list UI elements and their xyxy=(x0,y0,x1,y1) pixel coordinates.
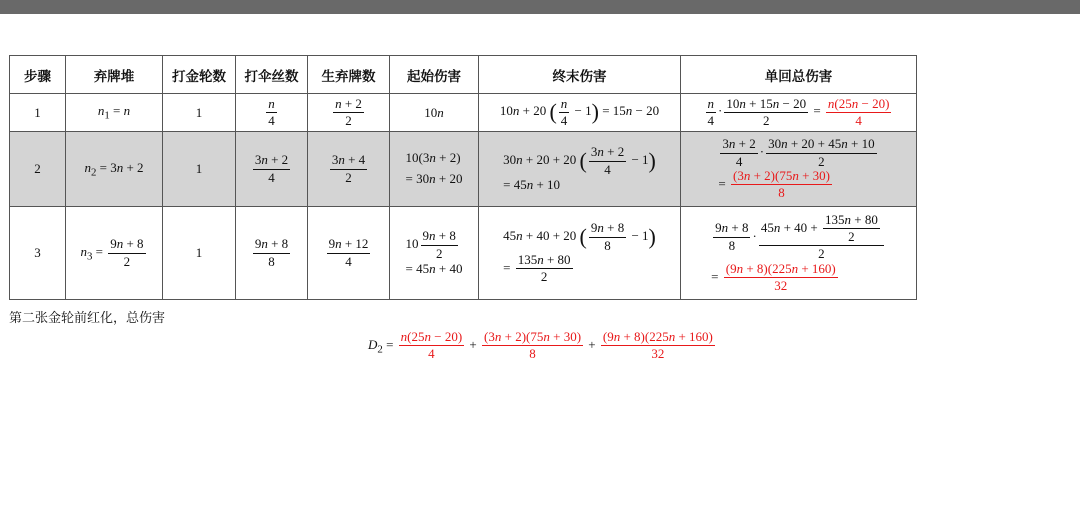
cell-discard-pile: $n_3$ = $\frac{9n + 8}{2}$ xyxy=(66,207,163,300)
header-end-damage: 终末伤害 xyxy=(479,56,681,94)
cell-umbrella-count: $\frac{n}{4}$ xyxy=(236,94,308,132)
header-step: 步骤 xyxy=(10,56,66,94)
cell-start-damage: 10n xyxy=(390,94,479,132)
cell-round-total-damage: $\frac{n}{4}$ · $\frac{10n + 15n - 20}{2}$ = $\frac{n(25n - 20)}{4}$ xyxy=(681,94,917,132)
cell-discard-pile: $n_1 = n$ xyxy=(66,94,163,132)
damage-table xyxy=(9,55,917,300)
header-round-total-damage: 单回总伤害 xyxy=(681,56,917,94)
cell-step: 1 xyxy=(10,94,66,132)
header-discard-pile: 弃牌堆 xyxy=(66,56,163,94)
table-row xyxy=(10,207,917,300)
cell-gold-rounds: 1 xyxy=(163,207,236,300)
cell-gold-rounds: 1 xyxy=(163,132,236,207)
cell-discard-generated: $\frac{3n + 4}{2}$ xyxy=(308,132,390,207)
header-gold-rounds: 打金轮数 xyxy=(163,56,236,94)
cell-round-total-damage: $\frac{9n + 8}{8}$ · 45n + 40 + $\frac{135n + 80}{2}$ 2 = $\frac{(9n + 8)(225n + 160)}{32}$ xyxy=(681,207,917,300)
cell-step: 3 xyxy=(10,207,66,300)
cell-umbrella-count: $\frac{3n + 2}{4}$ xyxy=(236,132,308,207)
cell-step: 2 xyxy=(10,132,66,207)
cell-umbrella-count: $\frac{9n + 8}{8}$ xyxy=(236,207,308,300)
note-text: 第二张金轮前红化，总伤害 xyxy=(9,311,166,326)
header-start-damage: 起始伤害 xyxy=(390,56,479,94)
table-row xyxy=(10,132,917,207)
cell-start-damage: 10 $\frac{9n + 8}{2}$ = 45n + 40 xyxy=(390,207,479,300)
cell-discard-generated: $\frac{n + 2}{2}$ xyxy=(308,94,390,132)
cell-start-damage: 10(3n + 2) = 30n + 20 xyxy=(390,132,479,207)
total-damage-formula: $D_2$ = $\frac{n(25n - 20)}{4}$ + $\frac{(3n + 2)(75n + 30)}{8}$ + $\frac{(9n + 8)(225n + 160)}{32}$ xyxy=(368,329,713,362)
header-umbrella-count: 打伞丝数 xyxy=(236,56,308,94)
cell-end-damage: 30n + 20 + 20 ( $\frac{3n + 2}{4}$ − 1) = 45n + 10 xyxy=(479,132,681,207)
table-header-row xyxy=(10,56,917,94)
header-discard-generated: 生弃牌数 xyxy=(308,56,390,94)
window-top-bar xyxy=(0,0,1080,14)
cell-end-damage: 10n + 20 ( $\frac{n}{4}$ − 1) = 15n − 20 xyxy=(479,94,681,132)
cell-round-total-damage: $\frac{3n + 2}{4}$ · $\frac{30n + 20 + 45n + 10}{2}$ = $\frac{(3n + 2)(75n + 30)}{8}$ xyxy=(681,132,917,207)
cell-discard-pile: $n_2 = 3n + 2$ xyxy=(66,132,163,207)
cell-gold-rounds: 1 xyxy=(163,94,236,132)
cell-end-damage: 45n + 40 + 20 ( $\frac{9n + 8}{8}$ − 1) = $\frac{135n + 80}{2}$ xyxy=(479,207,681,300)
cell-discard-generated: $\frac{9n + 12}{4}$ xyxy=(308,207,390,300)
table-row xyxy=(10,94,917,132)
